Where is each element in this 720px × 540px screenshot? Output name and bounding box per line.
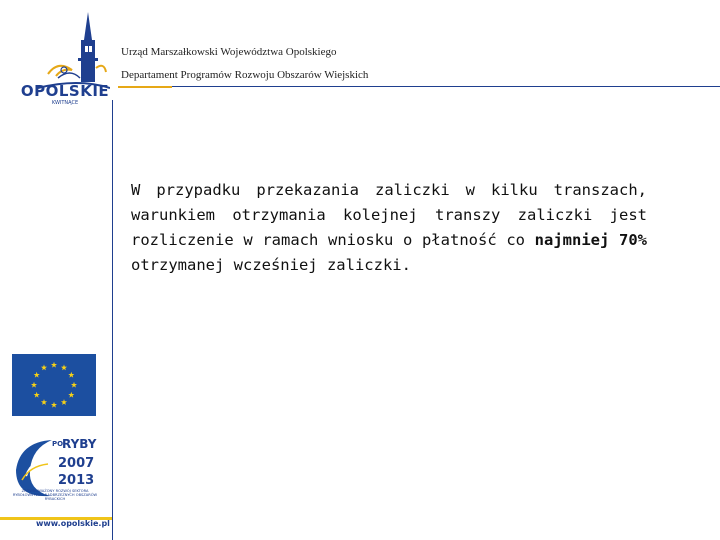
office-name: Urząd Marszałkowski Województwa Opolskiego <box>121 46 337 58</box>
sidebar-divider <box>112 100 113 540</box>
department-name: Departament Programów Rozwoju Obszarów Wiejskich <box>121 69 369 81</box>
ryby-title: RYBY <box>62 437 97 451</box>
header-accent-rule <box>118 86 172 88</box>
paragraph-emphasis: najmniej 70% <box>534 231 647 249</box>
logo-wordmark: OPOLSKIE <box>20 82 110 100</box>
eu-flag-icon <box>12 354 96 416</box>
ryby-po-label: PO <box>52 440 64 448</box>
ryby-year-end: 2013 <box>58 473 95 488</box>
main-paragraph <box>131 178 647 278</box>
paragraph-text-2: otrzymanej wcześniej zaliczki. <box>131 256 411 274</box>
website-link[interactable]: www.opolskie.pl <box>36 519 110 528</box>
ryby-year-start: 2007 <box>58 456 95 471</box>
header-rule <box>172 86 720 87</box>
paragraph-text-1: W przypadku przekazania zaliczki w kilku transzach, warunkiem otrzymania kolejnej transzy zaliczki jest rozliczenie w ramach wniosku o płatność co <box>131 181 647 249</box>
logo-tagline: KWITNĄCE <box>51 100 79 106</box>
ryby-caption: ZRÓWNOWAŻONY ROZWÓJ SEKTORA RYBOŁÓWSTWA I NADBRZEŻNYCH OBSZARÓW RYBACKICH <box>12 489 98 501</box>
